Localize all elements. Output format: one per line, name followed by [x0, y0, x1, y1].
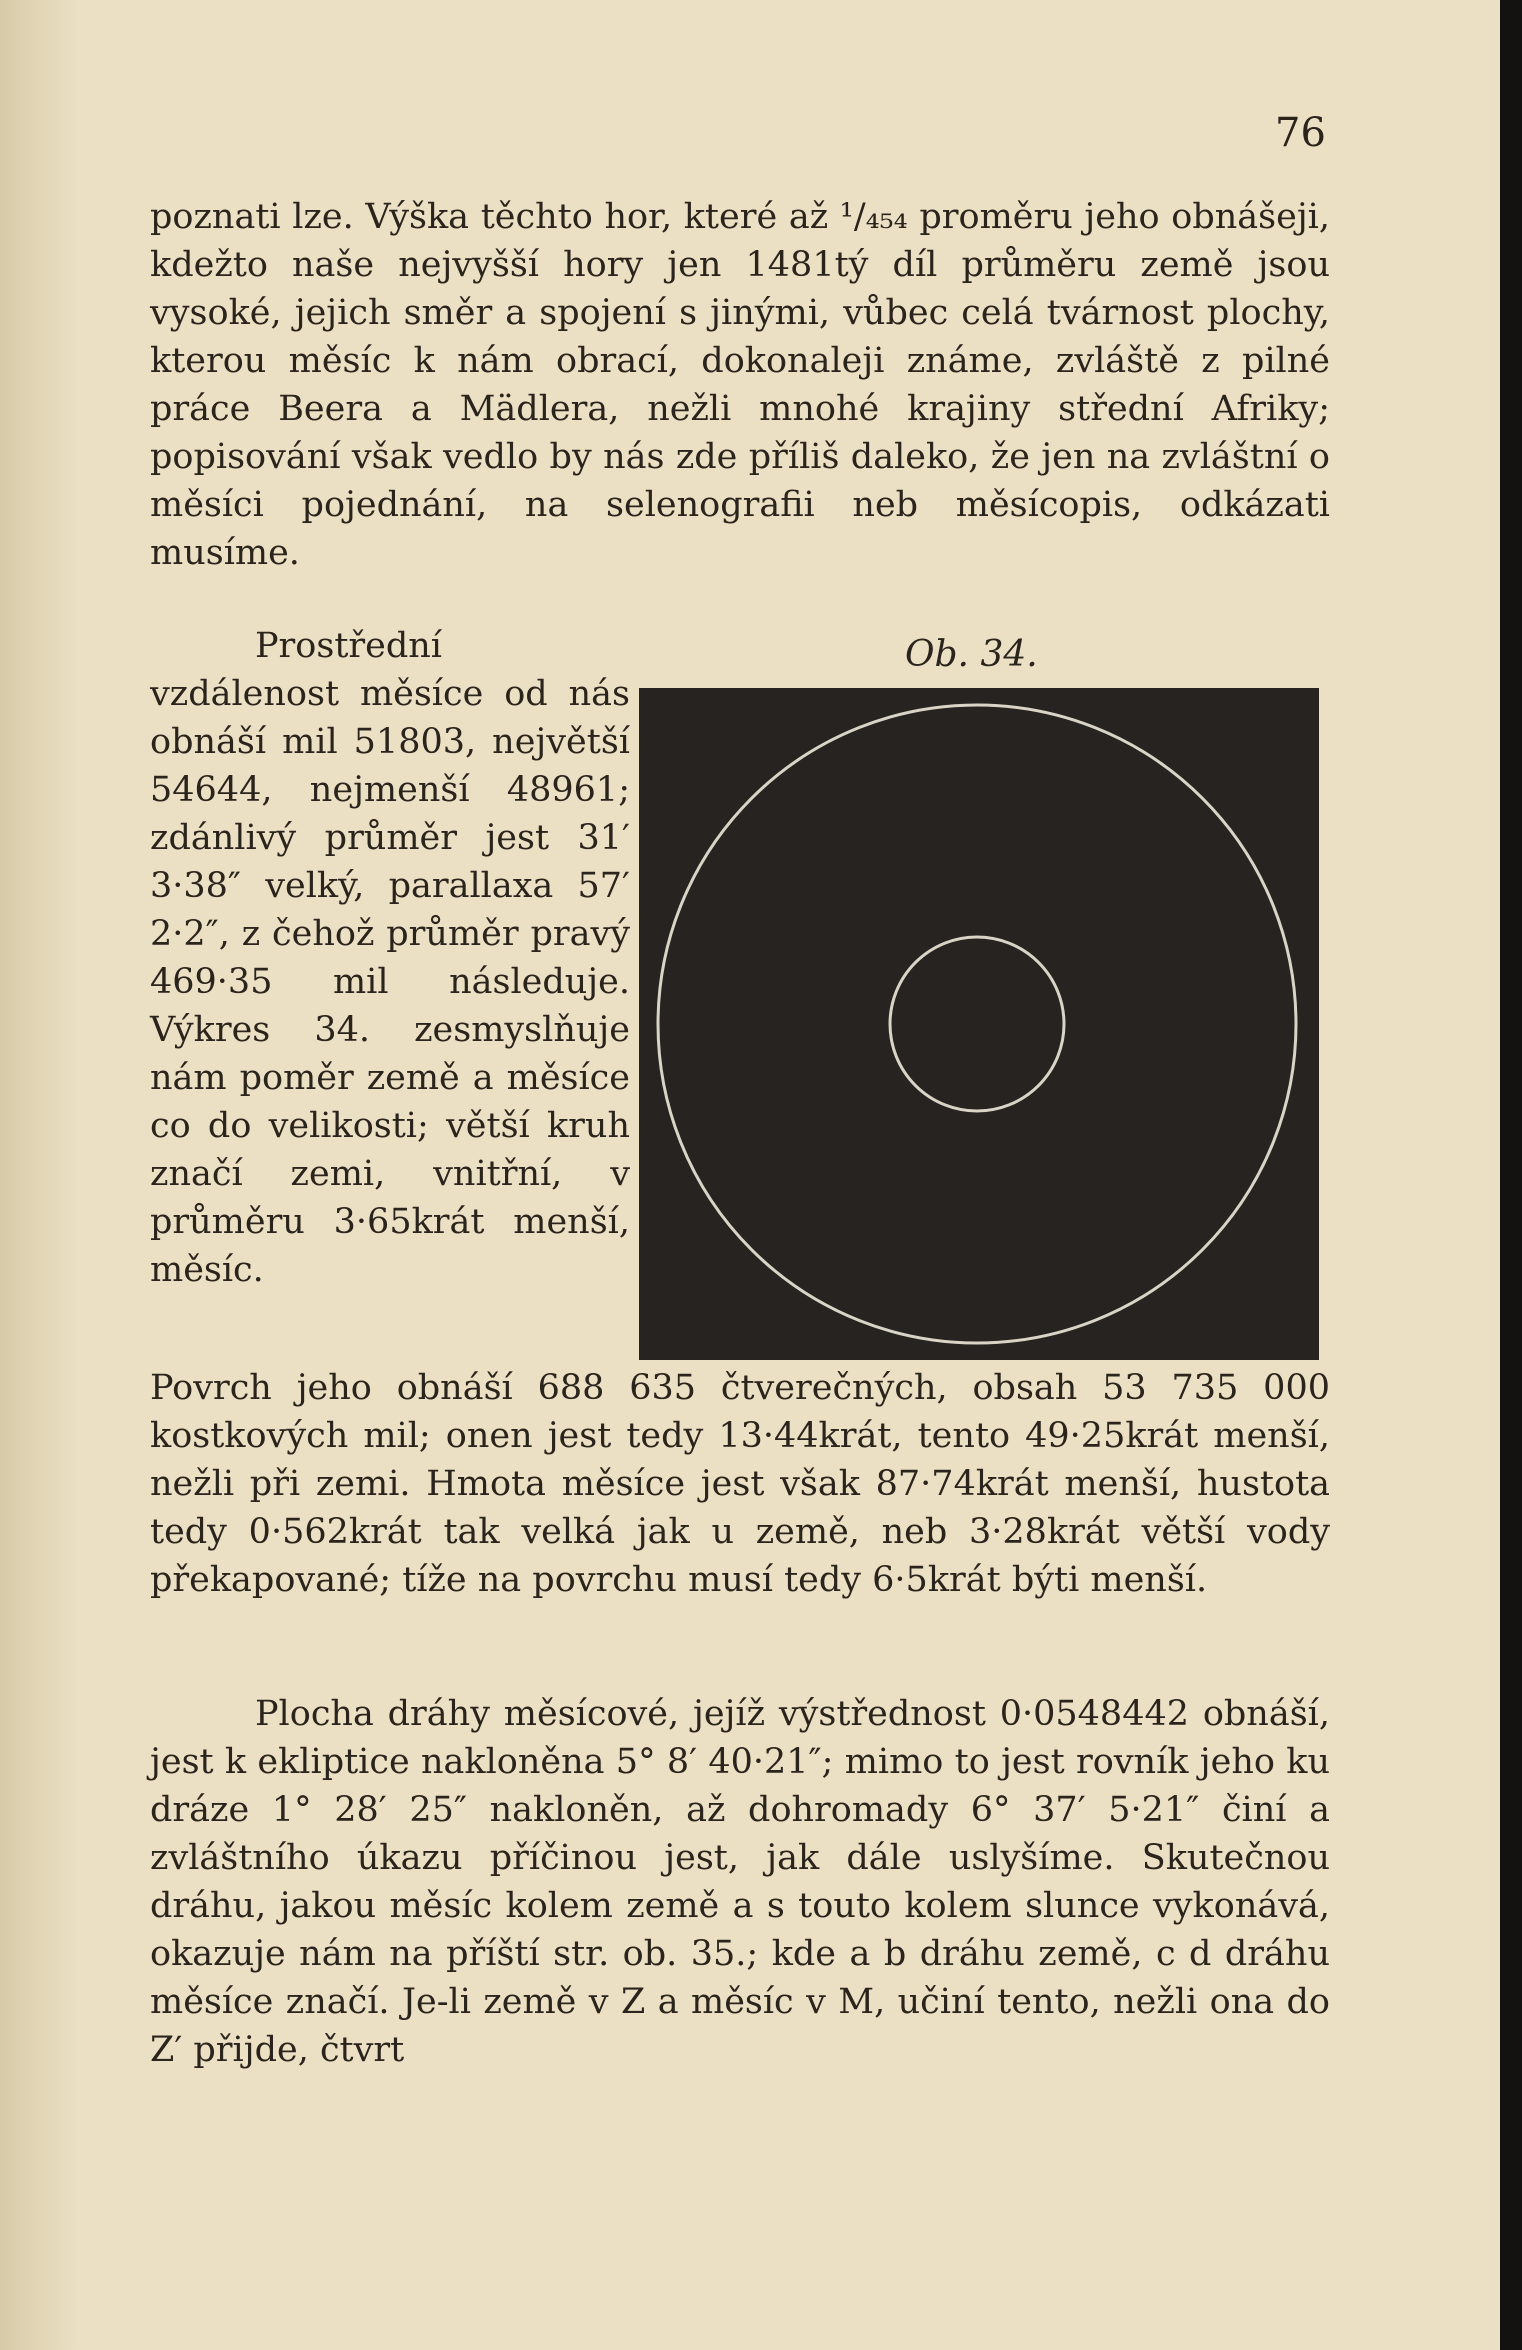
paragraph-mountains: poznati lze. Výška těchto hor, které až ¹/₄₅₄ proměru jeho obnášeji, kdežto naše nejvyšší hory jen 1481tý díl průměru země jsou vysoké, jejich směr a spojení s jinými, vůbec celá tvárnost plochy, kterou měsíc k nám obrací, dokonaleji známe, zvláště z pilné práce Beera a Mädlera, nežli mnohé krajiny střední Afriky; popisování však vedlo by nás zde příliš daleko, že jen na zvláštní o měsíci pojednání, na selenografii neb měsícopis, odkázati musíme. — [150, 197, 1330, 573]
book-edge — [1500, 0, 1522, 2350]
paragraph-distance: Prostřední vzdálenost měsíce od nás obnáší mil 51803, největší 54644, nejmenší 48961; zdánlivý průměr jest 31′ 3·38″ velký, parallaxa 57′ 2·2″, z čehož průměr pravý 469·35 mil následuje. Výkres 34. zesmyslňuje nám poměr země a měsíce co do velikosti; větší kruh značí zemi, vnitřní, v průměru 3·65krát menší, měsíc. — [150, 626, 630, 1290]
earth-moon-diagram — [639, 688, 1319, 1360]
figure-earth-moon — [639, 688, 1319, 1360]
figure-caption: Ob. 34. — [905, 634, 1038, 675]
page-gutter — [0, 0, 80, 2350]
figure-background — [639, 688, 1319, 1360]
paragraph-surface: Povrch jeho obnáší 688 635 čtverečných, obsah 53 735 000 kostkových mil; onen jest tedy 13·44krát, tento 49·25krát menší, nežli při zemi. Hmota měsíce jest však 87·74krát menší, hustota tedy 0·562krát tak velká jak u země, neb 3·28krát větší vody překapované; tíže na povrchu musí tedy 6·5krát býti menší. — [150, 1368, 1330, 1600]
page-number: 76 — [1275, 110, 1326, 156]
paragraph-orbit: Plocha dráhy měsícové, jejíž výstřednost 0·0548442 obnáší, jest k ekliptice nakloněna 5° 8′ 40·21″; mimo to jest rovník jeho ku dráze 1° 28′ 25″ nakloněn, až dohromady 6° 37′ 5·21″ činí a zvláštního úkazu příčinou jest, jak dále uslyšíme. Skutečnou dráhu, jakou měsíc kolem země a s touto kolem slunce vykonává, okazuje nám na příští str. ob. 35.; kde a b dráhu země, c d dráhu měsíce značí. Je-li země v Z a měsíc v M, učiní tento, nežli ona do Z′ přijde, čtvrt — [150, 1694, 1330, 2070]
